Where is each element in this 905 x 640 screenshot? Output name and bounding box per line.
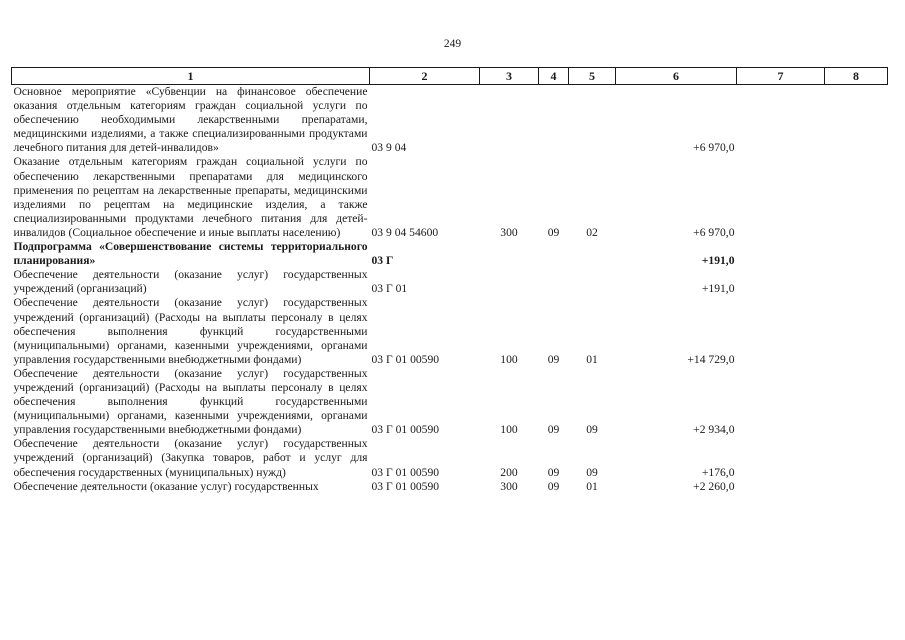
table-row [12,85,888,156]
row-col-8 [825,240,888,268]
header-col-6: 6 [616,68,737,85]
row-pr: 01 [586,352,598,366]
row-description: Обеспечение деятельности (оказание услуг) государственных учреждений (организаций) (Закупка товаров, работ и услуг для обеспечения государственных (муниципальных) нужд) [13,437,368,479]
row-col-7 [737,85,825,156]
row-col-8 [825,296,888,366]
row-col-8 [825,367,888,437]
row-code: 03 9 04 54600 [371,225,439,239]
header-col-5: 5 [569,68,616,85]
header-col-1: 1 [12,68,370,85]
header-col-8: 8 [825,68,888,85]
row-description: Обеспечение деятельности (оказание услуг) государственных учреждений (организаций) [13,268,368,296]
row-amount: +191,0 [701,282,735,296]
row-vr [480,240,539,268]
row-col-7 [737,240,825,268]
row-rz: 09 [547,225,560,239]
row-amount: +2 260,0 [693,479,735,493]
row-col-7 [737,155,825,240]
row-rz [539,268,569,296]
table-row [12,480,888,494]
row-rz: 09 [547,423,560,437]
row-amount: +6 970,0 [693,141,735,155]
row-pr [569,268,616,296]
row-col-7 [737,268,825,296]
row-rz: 09 [547,465,560,479]
row-pr [569,240,616,268]
row-pr: 09 [586,465,598,479]
row-col-8 [825,437,888,479]
header-row [12,68,888,85]
row-rz: 09 [547,352,560,366]
row-pr: 02 [586,225,598,239]
row-rz [539,85,569,156]
row-code: 03 Г 01 00590 [371,423,440,437]
row-description: Обеспечение деятельности (оказание услуг) государственных [13,479,319,493]
row-code: 03 Г 01 [371,282,408,296]
row-col-8 [825,155,888,240]
header-col-7: 7 [737,68,825,85]
row-col-8 [825,85,888,156]
row-col-7 [737,480,825,494]
page-number: 249 [443,38,462,50]
header-col-4: 4 [539,68,569,85]
row-rz [539,240,569,268]
row-col-7 [737,437,825,479]
row-col-7 [737,367,825,437]
row-code: 03 9 04 [371,141,407,155]
table-row [12,437,888,479]
row-code: 03 Г 01 00590 [371,465,440,479]
row-pr: 09 [586,423,598,437]
row-vr: 200 [500,465,518,479]
row-col-8 [825,480,888,494]
table-row [12,367,888,437]
header-col-3: 3 [480,68,539,85]
row-description: Подпрограмма «Совершенствование системы территориального планирования» [13,240,368,268]
row-rz: 09 [547,479,560,493]
row-code: 03 Г 01 00590 [371,479,440,493]
row-amount: +176,0 [701,465,735,479]
row-vr: 100 [500,352,518,366]
table-row-subprogram [12,240,888,268]
row-description: Оказание отдельным категориям граждан социальной услуги по обеспечению лекарственными препаратами для медицинского применения по рецептам на лекарственные препараты, медицинскими изделиями по рецептам на медицинские изделия, а также специализированными продуктами лечебного питания для детей-инвалидов (Социальное обеспечение и иные выплаты населению) [13,155,368,239]
row-vr [480,268,539,296]
budget-table [11,67,888,494]
header-col-2: 2 [370,68,480,85]
row-code: 03 Г [371,254,394,268]
table-row [12,296,888,366]
row-amount: +191,0 [701,254,735,268]
row-code: 03 Г 01 00590 [371,352,440,366]
table-row [12,155,888,240]
row-vr [480,85,539,156]
row-vr: 300 [500,225,518,239]
row-pr: 01 [586,479,598,493]
row-amount: +14 729,0 [687,352,735,366]
row-amount: +6 970,0 [693,225,735,239]
row-description: Основное мероприятие «Субвенции на финансовое обеспечение оказания отдельным категориям граждан социальной услуги по обеспечению необходимыми лекарственными препаратами, медицинскими изделиями, а также специализированными продуктами лечебного питания для детей-инвалидов» [13,85,368,155]
row-description: Обеспечение деятельности (оказание услуг) государственных учреждений (организаций) (Расходы на выплаты персоналу в целях обеспечения выполнения функций государственными (муниципальными) органами, казенными учреждениями, органами управления государственными внебюджетными фондами) [13,296,368,366]
row-amount: +2 934,0 [693,423,735,437]
row-vr: 100 [500,423,518,437]
row-vr: 300 [500,479,518,493]
row-pr [569,85,616,156]
table-row [12,268,888,296]
row-col-8 [825,268,888,296]
row-col-7 [737,296,825,366]
row-description: Обеспечение деятельности (оказание услуг) государственных учреждений (организаций) (Расходы на выплаты персоналу в целях обеспечения выполнения функций государственными (муниципальными) органами, казенными учреждениями, органами управления государственными внебюджетными фондами) [13,366,368,437]
